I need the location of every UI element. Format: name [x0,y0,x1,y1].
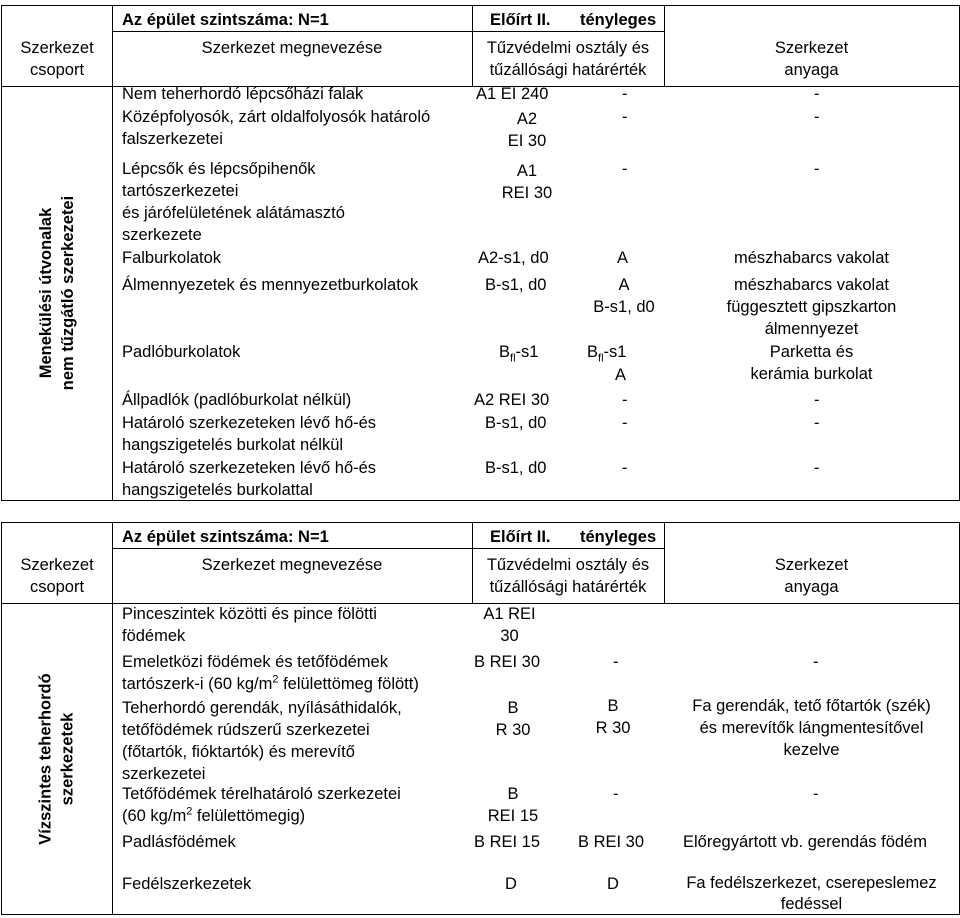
header-fire-class: Tűzvédelmi osztály és tűzállósági határérték [486,39,650,79]
table-row-name: Állpadlók (padlóburkolat nélkül) [122,391,352,409]
table-row-required: B R 30 [495,699,531,739]
table-row-required: A2 EI 30 [507,110,547,150]
table-row-actual: B REI 30 [578,833,645,851]
table-row-required: B REI 15 [474,833,541,851]
table-row-name: Padlásfödémek [122,833,236,851]
header-material: Szerkezet anyaga [774,39,849,79]
header-material: Szerkezet anyaga [774,556,849,596]
table-row-name: Teherhordó gerendák, nyílásáthidalók, tetőfödémek rúdszerű szerkezetei (főtartók, fióktartók) és merevítő szerkezetei [122,699,402,783]
table-row-actual: B R 30 [595,697,631,737]
fire-classification-table-escape-routes [1,5,960,501]
table-row-required: B-s1, d0 [485,414,547,432]
table-row-material: - [813,785,819,803]
header-name: Szerkezet megnevezése [201,39,383,57]
table-row-required: B REI 15 [487,785,539,825]
table-row-name: Középfolyosók, zárt oldalfolyosók határoló falszerkezetei [122,108,431,148]
table-row-actual: - [622,414,628,432]
table-row-actual: - [613,785,619,803]
table-row-required: A1 EI 240 [476,85,549,103]
table-row-material: Parketta és kerámia burkolat [750,343,873,383]
col-divider [112,523,113,914]
table-row-actual: $B_{fl}-s1$ [587,343,627,365]
table-row-material: - [814,160,820,178]
table-row-name: Emeletközi födémek és tetőfödémek tartószerk-i (60 $kg/m^2$ felülettömeg fölött) [122,653,419,693]
table-row-name: Határoló szerkezeteken lévő hő-és hangszigetelés burkolattal [122,459,377,499]
header-fire-class: Tűzvédelmi osztály és tűzállósági határérték [486,556,650,596]
table-row-actual: - [622,108,628,126]
table-row-name: Falburkolatok [122,249,222,267]
col-divider [112,6,113,500]
table-row-name: Határoló szerkezeteken lévő hő-és hangszigetelés burkolat nélkül [122,414,377,454]
table-row-actual: A [617,249,629,267]
table-row-material: Előregyártott vb. gerendás födém [683,833,927,851]
group-label: Vízszintes teherhordó szerkezetek [37,672,78,845]
table-row-required: $B_{fl}-s1$ [499,343,539,365]
table-row-actual: - [622,391,628,409]
row-divider [112,548,664,549]
table-row-material: Fa gerendák, tető főtartók (szék) és merevítők lángmentesítővel kezelve [692,697,931,759]
header-group: Szerkezet csoport [20,39,94,79]
table-row-material: Fa fedélszerkezet, cserepeslemez fedéssel [686,874,937,913]
table-row-material: - [814,85,820,103]
header-group: Szerkezet csoport [20,556,94,596]
table-row-required: A2-s1, d0 [478,249,549,267]
table-row-name: Padlóburkolatok [122,343,241,361]
table-row-material: - [814,459,820,477]
table-row-name: Lépcsők és lépcsőpihenők tartószerkezetei és járófelületének alátámasztó szerkezete [122,160,345,244]
row-divider [112,31,664,32]
header-name: Szerkezet megnevezése [201,556,383,574]
building-levels-title: Az épület szintszáma: N=1 [122,528,329,546]
table-row-name: Tetőfödémek térelhatároló szerkezetei (60 $kg/m^2$ felülettömegig) [122,785,401,825]
table-row-name: Nem teherhordó lépcsőházi falak [122,85,364,103]
table-row-actual-2: A [615,366,627,384]
table-row-name: Pinceszintek közötti és pince fölötti födémek [122,605,377,645]
table-row-material: mészhabarcs vakolat függesztett gipszkarton álmennyezet [726,276,897,338]
table-row-material: - [814,391,820,409]
table-row-material: mészhabarcs vakolat [734,249,889,267]
table-row-name: Álmennyezetek és mennyezetburkolatok [122,276,419,294]
table-row-required: D [505,875,517,893]
table-row-material: - [814,414,820,432]
table-row-material: - [813,653,819,671]
table-row-actual: D [607,875,619,893]
building-levels-title: Az épület szintszáma: N=1 [122,11,329,29]
fire-classification-table-horizontal-structures [1,522,960,915]
table-row-required: A1 REI 30 [501,162,553,202]
actual-label: tényleges [580,11,657,29]
table-row-required: A1 REI 30 [483,605,536,645]
table-row-actual: A B-s1, d0 [593,276,655,316]
group-label: Menekülési útvonalak nem tűzgátló szerkezetei [37,195,78,391]
table-row-material: - [814,108,820,126]
required-label: Előírt II. [490,11,551,29]
table-row-actual: - [622,160,628,178]
table-row-actual: - [622,85,628,103]
required-label: Előírt II. [490,528,551,546]
table-row-required: B-s1, d0 [485,459,547,477]
table-row-actual: - [622,459,628,477]
table-row-name: Fedélszerkezetek [122,875,252,893]
table-row-required: B-s1, d0 [485,276,547,294]
table-row-required: A2 REI 30 [474,391,550,409]
table-row-required: B REI 30 [474,653,541,671]
actual-label: tényleges [580,528,657,546]
table-row-actual: - [613,653,619,671]
